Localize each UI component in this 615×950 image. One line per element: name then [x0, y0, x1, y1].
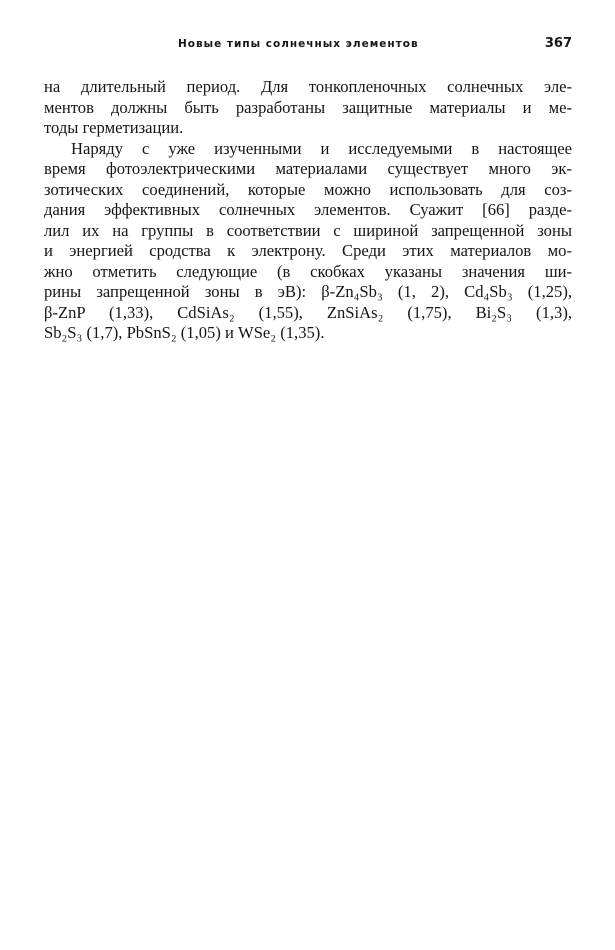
- text-line: зотических соединений, которые можно использовать для соз-: [44, 179, 572, 199]
- header-title: Новые типы солнечных элементов: [178, 38, 419, 50]
- running-header: [44, 38, 572, 56]
- text-line: время фотоэлектрическими материалами существует много эк-: [44, 159, 572, 178]
- text-line: жно отметить следующие (в скобках указаны значения ши-: [44, 261, 572, 281]
- text-line: тоды герметизации.: [44, 118, 184, 137]
- text-line: β-ZnP (1,33), CdSiAs₂ (1,55), ZnSiAs₂ (1,75), Bi₂S₃ (1,3),: [44, 302, 572, 322]
- text-line: и энергией сродства к электрону. Среди этих материалов мо-: [44, 241, 572, 260]
- paragraph: [44, 77, 572, 139]
- body-text: [44, 77, 572, 344]
- text-line: рины запрещенной зоны в эВ): β-Zn₄Sb₃ (1, 2), Cd₄Sb₃ (1,25),: [44, 282, 572, 301]
- text-line: дания эффективных солнечных элементов. Суажит [66] разде-: [44, 200, 572, 219]
- text-line: ментов должны быть разработаны защитные материалы и ме-: [44, 97, 572, 117]
- text-line: Наряду с уже изученными и исследуемыми в настоящее: [71, 138, 572, 158]
- text-line: на длительный период. Для тонкопленочных солнечных эле-: [44, 77, 572, 96]
- page-number: 367: [544, 36, 572, 51]
- text-line: Sb₂S₃ (1,7), PbSnS₂ (1,05) и WSe₂ (1,35).: [44, 323, 325, 342]
- text-line: лил их на группы в соответствии с шириной запрещенной зоны: [44, 220, 572, 240]
- paragraph: [44, 139, 572, 344]
